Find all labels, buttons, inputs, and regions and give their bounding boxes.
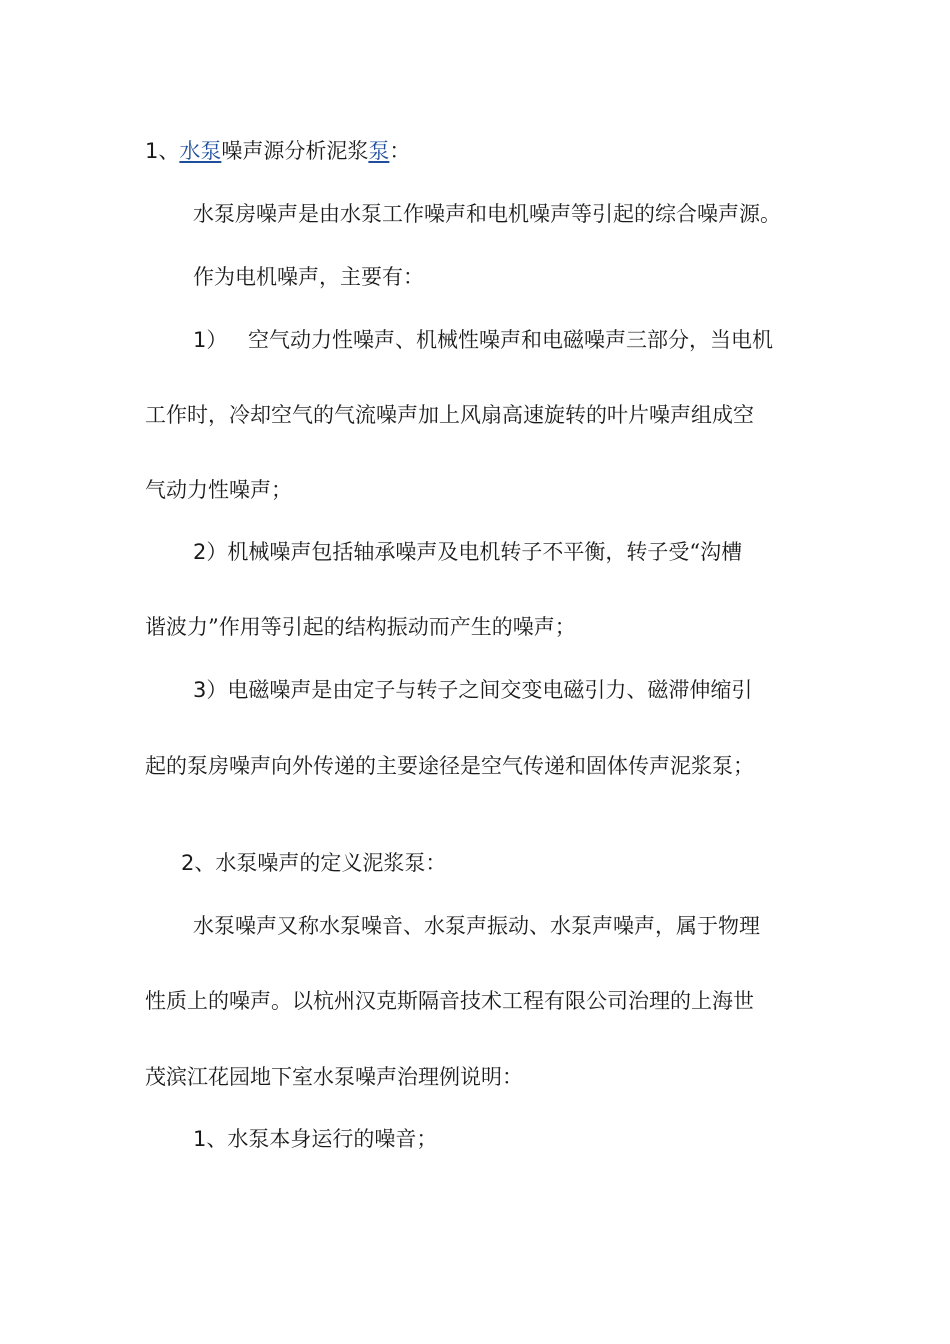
- section-2-heading: [181, 848, 446, 878]
- item-3-text: 电磁噪声是由定子与转子之间交变电磁引力、磁滞伸缩引: [227, 678, 753, 702]
- item-2-number: 2）: [193, 540, 228, 564]
- item-1-line-2: 工作时，冷却空气的气流噪声加上风扇高速旋转的叶片噪声组成空: [145, 403, 754, 427]
- section-2-item-1-text: 水泵本身运行的噪音；: [227, 1127, 438, 1151]
- section-1-number: 1、: [145, 139, 180, 163]
- section-1-heading: [145, 136, 410, 166]
- section-2-para-line-2: 性质上的噪声。以杭州汉克斯隔音技术工程有限公司治理的上海世: [145, 989, 754, 1013]
- paragraph-pump-room-noise: 水泵房噪声是由水泵工作噪声和电机噪声等引起的综合噪声源。: [193, 202, 781, 226]
- pump-link[interactable]: 泵: [368, 139, 390, 163]
- item-2-line-2: 谐波力”作用等引起的结构振动而产生的噪声；: [145, 615, 576, 639]
- water-pump-link[interactable]: 水泵: [179, 139, 222, 163]
- item-1-line-3: 气动力性噪声；: [145, 478, 292, 502]
- item-3-line-1: [193, 675, 752, 705]
- section-2-number: 2、: [181, 851, 216, 875]
- item-2-text: 机械噪声包括轴承噪声及电机转子不平衡，转子受“沟槽: [227, 540, 743, 564]
- section-1-heading-text: 噪声源分析泥浆: [221, 139, 369, 163]
- paragraph-motor-noise-intro: 作为电机噪声，主要有：: [193, 265, 424, 289]
- section-2-item-1: [193, 1124, 437, 1154]
- section-2-para-line-3: 茂滨江花园地下室水泵噪声治理例说明：: [145, 1065, 523, 1089]
- item-2-line-1: [193, 537, 742, 567]
- item-1-text: 空气动力性噪声、机械性噪声和电磁噪声三部分，当电机: [241, 328, 774, 352]
- section-2-item-1-number: 1、: [193, 1127, 228, 1151]
- section-2-heading-text: 水泵噪声的定义泥浆泵：: [215, 851, 447, 875]
- item-1-line-1: [193, 325, 773, 355]
- item-1-number: 1）: [193, 328, 228, 352]
- section-2-para-line-1: 水泵噪声又称水泵噪音、水泵声振动、水泵声噪声，属于物理: [193, 914, 760, 938]
- item-3-line-2: 起的泵房噪声向外传递的主要途径是空气传递和固体传声泥浆泵；: [145, 754, 754, 778]
- item-3-number: 3）: [193, 678, 228, 702]
- section-1-heading-colon: ：: [389, 139, 411, 163]
